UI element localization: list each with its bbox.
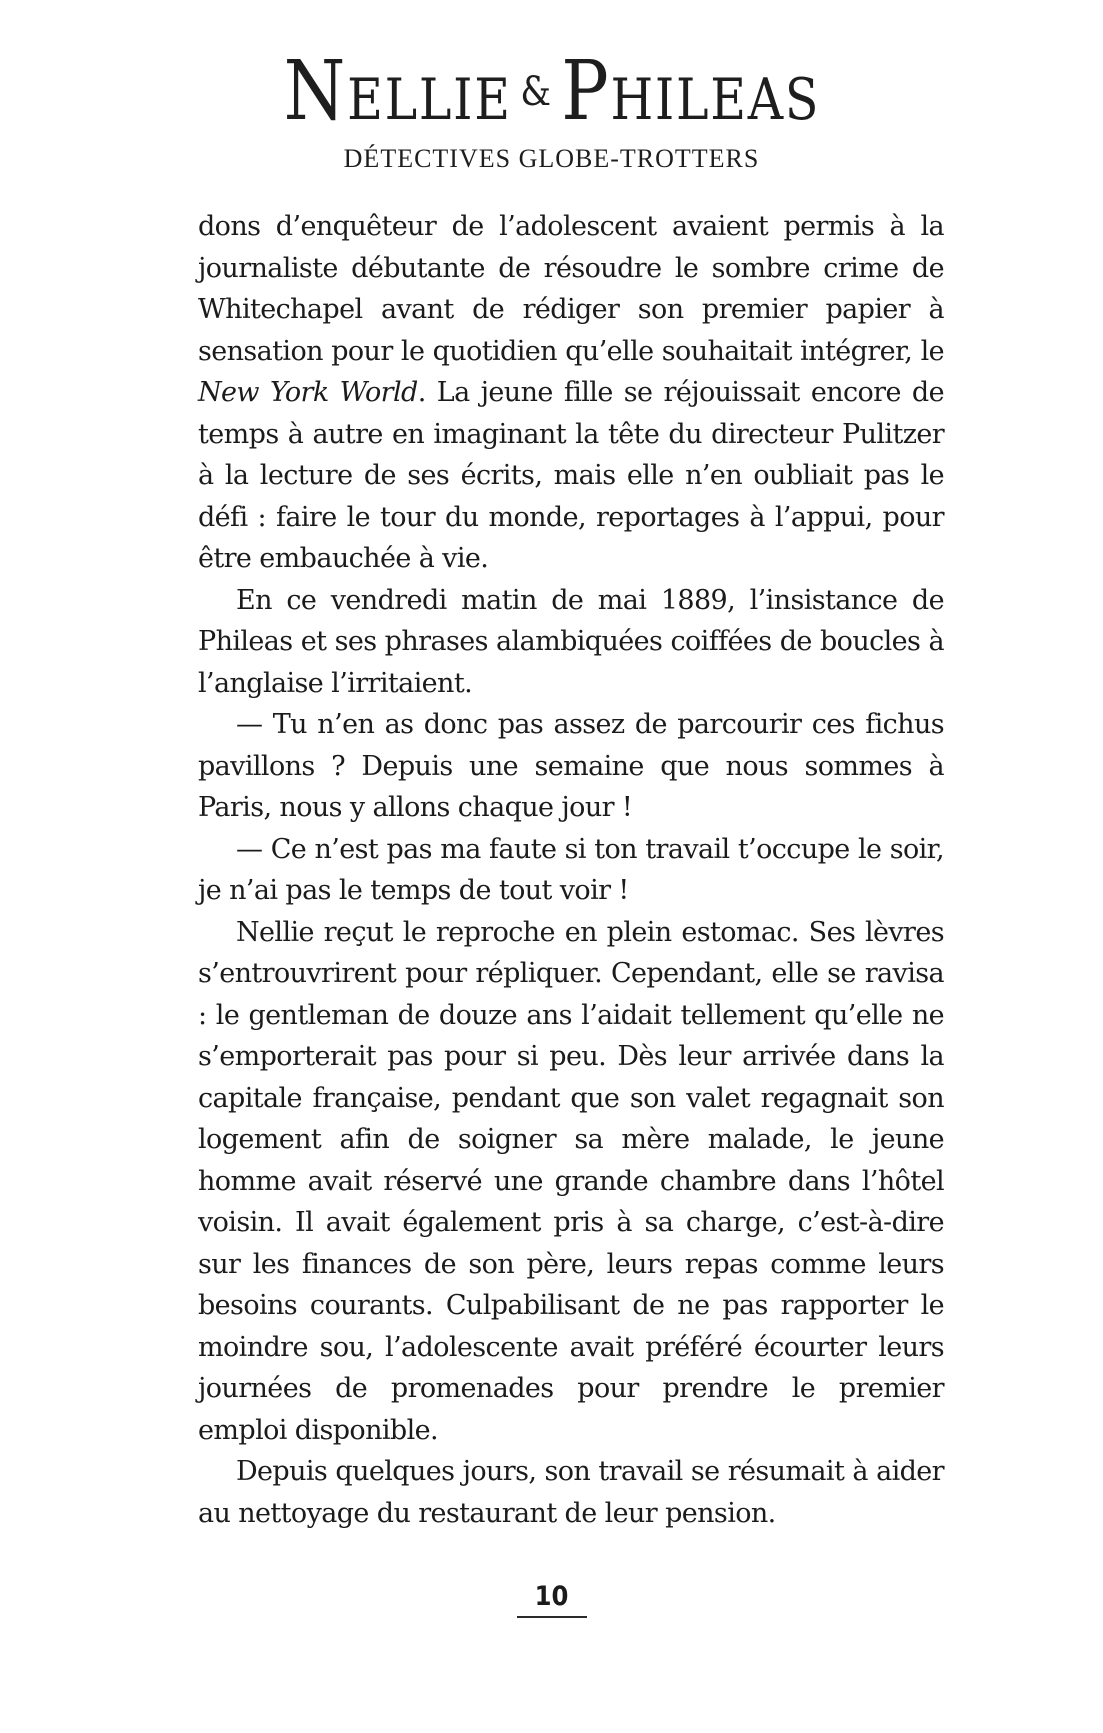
series-logo	[283, 44, 820, 146]
logo-ampersand: &	[519, 68, 553, 115]
series-subtitle: DÉTECTIVES GLOBE-TROTTERS	[343, 143, 760, 173]
logo-word-phileas: Phileas	[560, 44, 820, 139]
running-header	[0, 44, 1103, 176]
paragraph-1	[198, 206, 944, 580]
page-number: 10	[534, 1581, 569, 1612]
page-body-text	[198, 206, 944, 1534]
page-number-rule	[517, 1616, 587, 1618]
paragraph-5: Nellie reçut le reproche en plein estomac. Ses lèvres s’entrouvrirent pour répliquer. Cependant, elle se ravisa : le gentleman de douze ans l’aidait tellement qu’elle ne s’emporterait pas pour si peu. Dès leur arrivée dans la capitale française, pendant que son valet regagnait son logement afin de soigner sa mère malade, le jeune homme avait réservé une grande chambre dans l’hôtel voisin. Il avait également pris à sa charge, c’est-à-dire sur les finances de son père, leurs repas comme leurs besoins courants. Culpabilisant de ne pas rapporter le moindre sou, l’adolescente avait préféré écourter leurs journées de promenades pour prendre le premier emploi disponible.	[198, 916, 944, 1446]
dialogue-line-1: — Tu n’en as donc pas assez de parcourir ces fichus pavillons ? Depuis une semaine que nous sommes à Paris, nous y allons chaque jour !	[198, 709, 944, 823]
newspaper-title: New York World	[198, 377, 418, 408]
paragraph-1-start: dons d’enquêteur de l’adolescent avaient permis à la journaliste débutante de résoudre le sombre crime de Whitechapel avant de rédiger son premier papier à sensation pour le quotidien qu’elle souhaitait intégrer, le	[198, 211, 944, 367]
dialogue-line-2: — Ce n’est pas ma faute si ton travail t’occupe le soir, je n’ai pas le temps de tout voir !	[198, 833, 944, 906]
paragraph-6: Depuis quelques jours, son travail se résumait à aider au nettoyage du restaurant de leur pension.	[198, 1456, 944, 1529]
logo-word-nellie: Nellie	[283, 44, 512, 139]
paragraph-2: En ce vendredi matin de mai 1889, l’insistance de Phileas et ses phrases alambiquées coiffées de boucles à l’anglaise l’irritaient.	[198, 584, 944, 699]
page-footer	[0, 1580, 1103, 1618]
paragraph-1-end: . La jeune fille se réjouissait encore de temps à autre en imaginant la tête du directeur Pulitzer à la lecture de ses écrits, mais elle n’en oubliait pas le défi : faire le tour du monde, reportages à l’appui, pour être embauchée à vie.	[198, 377, 944, 574]
